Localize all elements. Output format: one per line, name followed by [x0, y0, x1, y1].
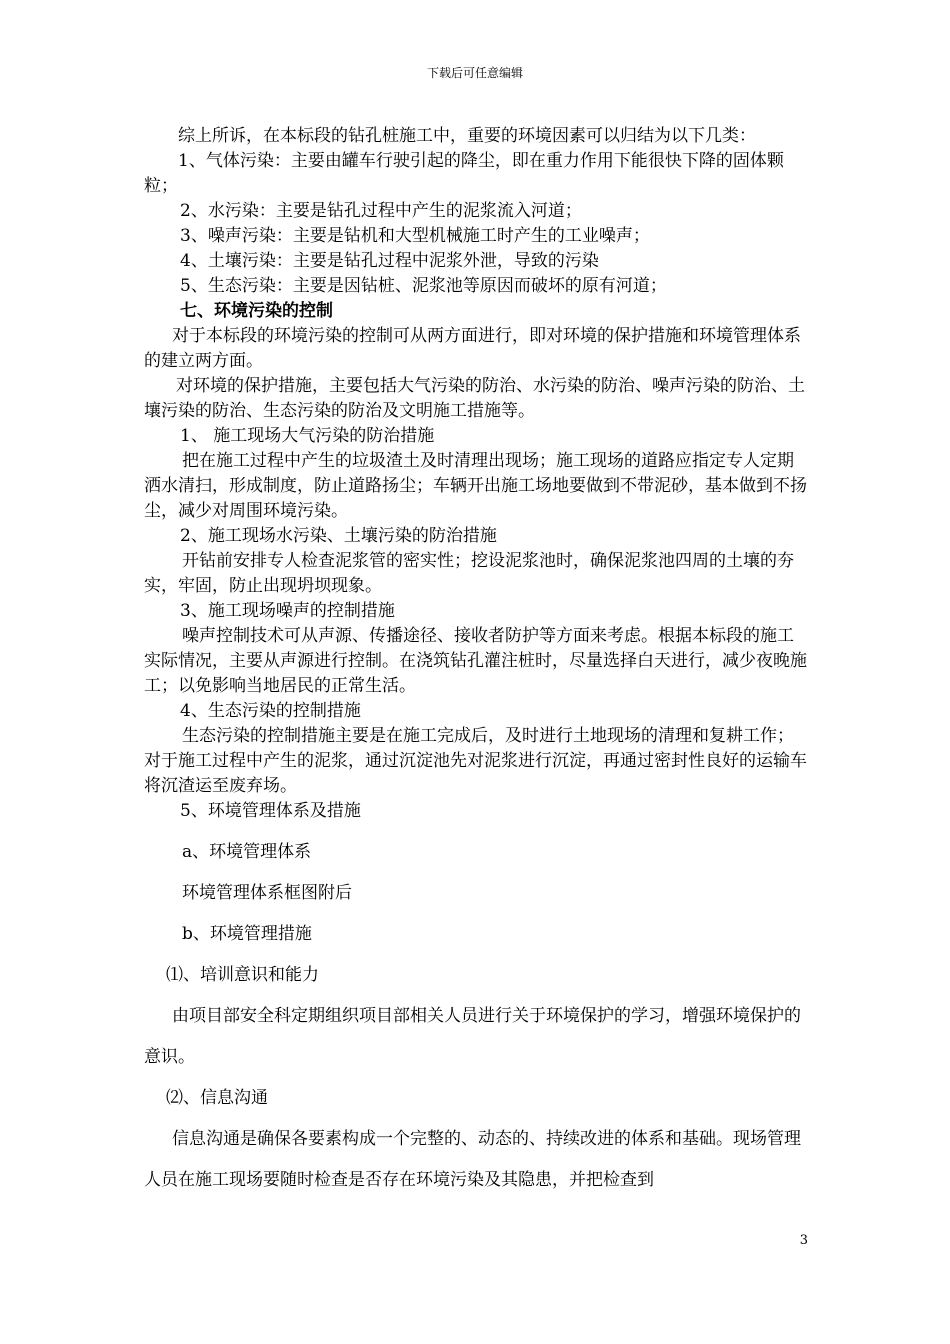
paragraph: 4、土壤污染：主要是钻孔过程中泥浆外泄，导致的污染	[180, 251, 599, 271]
paragraph: 对于本标段的环境污染的控制可从两方面进行，即对环境的保护措施和环境管理体系的建立两方面。	[144, 326, 801, 371]
subheading: 1、 施工现场大气污染的防治措施	[180, 426, 435, 446]
paragraph: 1、气体污染：主要由罐车行驶引起的降尘，即在重力作用下能很快下降的固体颗粒；	[144, 151, 784, 196]
subheading: 5、环境管理体系及措施	[180, 801, 361, 821]
paragraph: 生态污染的控制措施主要是在施工完成后，及时进行土地现场的清理和复耕工作；对于施工过程中产生的泥浆，通过沉淀池先对泥浆进行沉淀，再通过密封性良好的运输车将沉渣运至废弃场。	[144, 726, 807, 796]
paragraph: 信息沟通是确保各要素构成一个完整的、动态的、持续改进的体系和基础。现场管理人员在施工现场要随时检查是否存在环境污染及其隐患，并把检查到	[144, 1129, 801, 1190]
paragraph: 2、水污染：主要是钻孔过程中产生的泥浆流入河道；	[180, 201, 582, 221]
document-body	[144, 124, 808, 1201]
subheading: b、环境管理措施	[182, 924, 312, 944]
paragraph: 3、噪声污染：主要是钻机和大型机械施工时产生的工业噪声；	[180, 226, 650, 246]
paragraph: 把在施工过程中产生的垃圾渣土及时清理出现场；施工现场的道路应指定专人定期洒水清扫，形成制度，防止道路扬尘；车辆开出施工场地要做到不带泥砂，基本做到不扬尘，减少对周围环境污染。	[144, 451, 807, 521]
subheading: 4、生态污染的控制措施	[180, 701, 361, 721]
section-heading: 七、环境污染的控制	[180, 301, 333, 321]
page-number: 3	[799, 1233, 808, 1248]
paragraph: 环境管理体系框图附后	[182, 883, 352, 903]
paragraph: 对环境的保护措施，主要包括大气污染的防治、水污染的防治、噪声污染的防治、土壤污染的防治、生态污染的防治及文明施工措施等。	[144, 376, 805, 421]
subheading: ⑴、培训意识和能力	[166, 965, 319, 985]
subheading: 2、施工现场水污染、土壤污染的防治措施	[180, 526, 497, 546]
paragraph: 5、生态污染：主要是因钻桩、泥浆池等原因而破坏的原有河道；	[180, 276, 667, 296]
subheading: ⑵、信息沟通	[166, 1088, 268, 1108]
subheading: a、环境管理体系	[182, 842, 312, 862]
paragraph: 开钻前安排专人检查泥浆管的密实性；挖设泥浆池时，确保泥浆池四周的土壤的夯实，牢固，防止出现坍坝现象。	[144, 551, 794, 596]
paragraph: 综上所诉，在本标段的钻孔桩施工中，重要的环境因素可以归结为以下几类：	[178, 126, 756, 146]
subheading: 3、施工现场噪声的控制措施	[180, 601, 395, 621]
paragraph: 由项目部安全科定期组织项目部相关人员进行关于环境保护的学习，增强环境保护的意识。	[144, 1006, 801, 1067]
page-header: 下载后可任意编辑	[426, 66, 523, 80]
paragraph: 噪声控制技术可从声源、传播途径、接收者防护等方面来考虑。根据本标段的施工实际情况，主要从声源进行控制。在浇筑钻孔灌注桩时，尽量选择白天进行，减少夜晚施工；以免影响当地居民的正常生活。	[144, 626, 807, 696]
